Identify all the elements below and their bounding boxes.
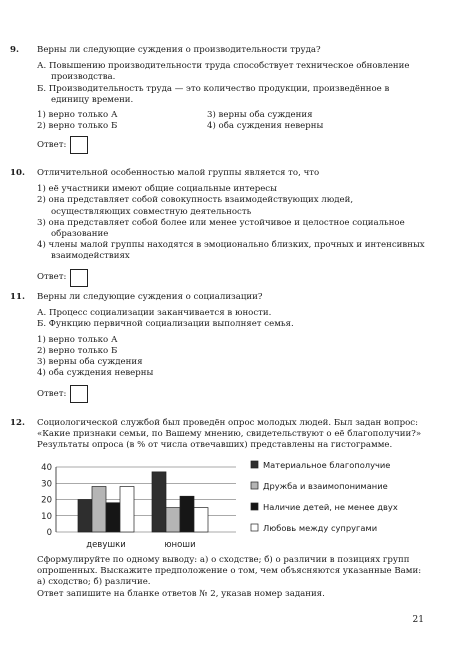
legend-label: Дружба и взаимопонимание [263,481,388,491]
legend-swatch [251,524,258,531]
option: 4) члены малой группы находятся в эмоционально близких, прочных и интенсивных взаимодействиях [37,240,425,262]
legend-swatch [251,461,258,468]
question-9 [10,45,428,154]
question-12-task [10,555,428,600]
histogram-chart [36,459,416,554]
answer-label: Ответ: [37,388,67,399]
bar [78,500,92,533]
y-tick-label: 40 [41,463,52,473]
bar [92,487,106,533]
question-number: 11. [10,292,25,302]
option: 1) верно только А [37,334,118,345]
statement-b: Б. Функцию первичной социализации выполняет семья. [37,319,294,330]
option: 1) её участники имеют общие социальные интересы [37,184,277,195]
option: 2) она представляет собой совокупность взаимодействующих людей, осуществляющих совместную деятельность [37,195,354,217]
y-tick-label: 30 [41,479,52,490]
category-label: юноши [164,540,196,550]
answer-label: Ответ: [37,272,67,283]
question-number: 9. [10,45,19,55]
option: 3) верны оба суждения [207,110,313,121]
instruction-text: Ответ запишите на бланке ответов № 2, указав номер задания. [37,588,325,599]
statement-a: А. Процесс социализации заканчивается в юности. [37,308,272,319]
option: 4) оба суждения неверны [37,368,154,379]
options-grid [37,110,428,132]
bar [194,508,208,532]
y-tick-label: 10 [41,511,52,522]
question-text: Социологической службой был проведён опрос молодых людей. Был задан вопрос: «Какие признаки семьи, по Вашему мнению, свидетельствуют о её благополучии?» [37,418,422,440]
answer-row [37,136,428,154]
question-text: Верны ли следующие суждения о производительности труда? [37,45,321,55]
legend-label: Наличие детей, не менее двух [263,502,398,512]
question-text: Отличительной особенностью малой группы является то, что [37,168,320,178]
answer-row [37,269,428,287]
question-number: 12. [10,418,25,428]
task-text: Сформулируйте по одному выводу: а) о сходстве; б) о различии в позициях групп опрошенных. Выскажите предположение о том, чем объясняются указанные Вами: а) сходство; б) различие. [37,555,422,588]
answer-label: Ответ: [37,139,67,150]
question-12 [10,418,428,452]
option: 2) верно только Б [37,121,118,132]
option: 4) оба суждения неверны [207,121,324,132]
option: 3) верны оба суждения [37,357,143,368]
legend-swatch [251,503,258,510]
legend-label: Материальное благополучие [263,460,391,470]
statement-b: Б. Производительность труда — это количество продукции, произведённое в единицу времени. [37,83,390,105]
options-list [37,184,428,262]
bar [166,508,180,532]
legend-swatch [251,482,258,489]
question-text: Верны ли следующие суждения о социализации? [37,292,263,302]
page-number: 21 [412,615,424,625]
bar [120,487,134,533]
options-list [37,335,428,380]
question-11 [10,292,428,403]
answer-row [37,385,428,403]
bar [152,472,166,532]
answer-box[interactable] [70,385,88,403]
category-label: девушки [86,540,126,550]
option: 1) верно только А [37,110,118,121]
answer-box[interactable] [70,136,88,154]
option: 3) она представляет собой более или менее устойчивое и целостное социальное образование [37,217,405,240]
statement-a: А. Повышению производительности труда способствует техническое обновление производства. [37,61,410,83]
results-caption: Результаты опроса (в % от числа отвечавших) представлены на гистограмме. [37,440,393,451]
option: 2) верно только Б [37,345,118,356]
question-10 [10,168,428,287]
y-tick-label: 20 [41,495,52,506]
bar [180,496,194,532]
legend-label: Любовь между супругами [263,523,378,533]
question-number: 10. [10,168,25,178]
y-tick-label: 0 [46,528,52,538]
answer-box[interactable] [70,269,88,287]
bar [106,503,120,532]
